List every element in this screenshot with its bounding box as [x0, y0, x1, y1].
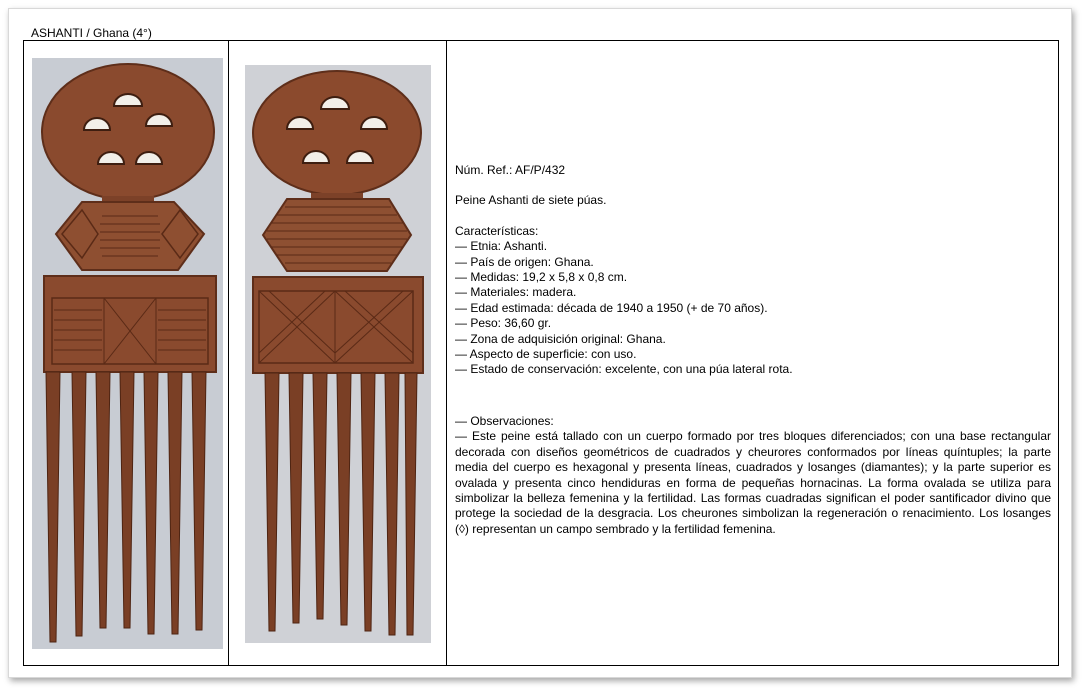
comb-photo-back: [245, 65, 431, 643]
details-cell: [447, 41, 1058, 665]
catalog-table: [23, 40, 1059, 666]
feature-ethnicity: — Etnia: Ashanti.: [455, 239, 548, 254]
image-cell-back: [229, 41, 447, 665]
feature-age: — Edad estimada: década de 1940 a 1950 (+ de 70 años).: [455, 300, 768, 315]
document-header: ASHANTI / Ghana (4°): [31, 26, 152, 40]
feature-condition: — Estado de conservación: excelente, con una púa lateral rota.: [455, 362, 793, 377]
comb-front-illustration: [32, 58, 223, 649]
feature-materials: — Materiales: madera.: [455, 285, 577, 300]
feature-weight: — Peso: 36,60 gr.: [455, 316, 552, 331]
comb-photo-front: [32, 58, 223, 649]
feature-dimensions: — Medidas: 19,2 x 5,8 x 0,8 cm.: [455, 270, 628, 285]
image-cell-front: [24, 41, 229, 665]
observations-heading: — Observaciones:: [455, 413, 554, 428]
features-heading: Características:: [455, 223, 539, 238]
feature-country: — País de origen: Ghana.: [455, 254, 594, 269]
document-page: [8, 8, 1072, 678]
observations-text: — Este peine está tallado con un cuerpo formado por tres bloques diferenciados; con una base rectangular decorada con diseños geométricos de cuadrados y cheurores conformados por líneas quíntuples; la parte media del cuerpo es hexagonal y presenta líneas, cuadrados y losanges (diamantes); y la parte superior es ovalada y presenta cinco hendiduras en forma de pequeñas hornacinas. La forma ovalada se utiliza para simbolizar la belleza femenina y la fertilidad. Las formas cuadradas significan el poder santificador divino que protege la sociedad de la desgracia. Los cheurones simbolizan la regeneración o renacimiento. Los losanges (◊) representan un campo sembrado y la fertilidad femenina.: [455, 429, 1051, 536]
comb-back-illustration: [245, 65, 431, 643]
details-text: [455, 163, 1051, 537]
reference-number: Núm. Ref.: AF/P/432: [455, 163, 566, 177]
feature-surface: — Aspecto de superficie: con uso.: [455, 347, 637, 362]
item-description: Peine Ashanti de siete púas.: [455, 193, 607, 208]
feature-acquisition-zone: — Zona de adquisición original: Ghana.: [455, 331, 666, 346]
